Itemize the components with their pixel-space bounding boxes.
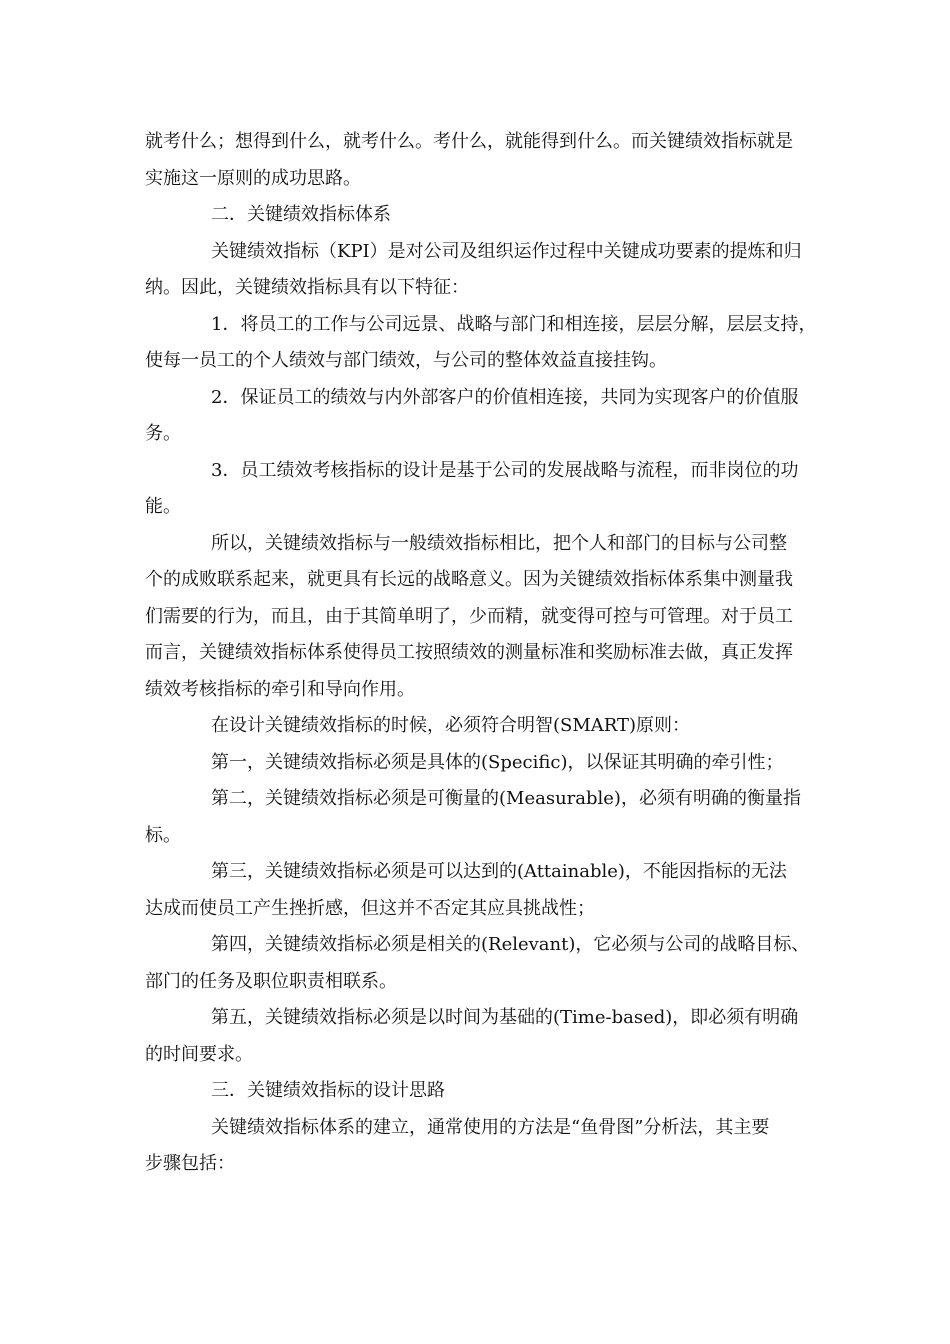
text-line: 第一，关键绩效指标必须是具体的(Specific)，以保证其明确的牵引性； <box>211 751 784 773</box>
text-line: 第三，关键绩效指标必须是可以达到的(Attainable)，不能因指标的无法 <box>211 861 787 882</box>
text-line: 能。 <box>145 496 181 517</box>
text-line: 实施这一原则的成功思路。 <box>145 167 361 189</box>
list-item-line: 1．将员工的工作与公司远景、战略与部门和相连接，层层分解，层层支持， <box>211 313 817 335</box>
text-line: 第二，关键绩效指标必须是可衡量的(Measurable)，必须有明确的衡量指 <box>211 788 801 809</box>
text-line: 第四，关键绩效指标必须是相关的(Relevant)，它必须与公司的战略目标、 <box>211 934 810 955</box>
section-heading: 三．关键绩效指标的设计思路 <box>211 1080 445 1101</box>
text-line: 务。 <box>145 423 181 444</box>
text-line: 纳。因此，关键绩效指标具有以下特征： <box>145 277 469 298</box>
document-page <box>145 124 845 1183</box>
text-line: 在设计关键绩效指标的时候，必须符合明智(SMART)原则： <box>211 715 691 736</box>
text-line: 达成而使员工产生挫折感，但这并不否定其应具挑战性； <box>145 897 595 919</box>
text-line: 第五，关键绩效指标必须是以时间为基础的(Time-based)，即必须有明确 <box>211 1007 799 1028</box>
text-line: 使每一员工的个人绩效与部门绩效，与公司的整体效益直接挂钩。 <box>145 350 667 371</box>
text-line: 关键绩效指标（KPI）是对公司及组织运作过程中关键成功要素的提炼和归 <box>211 240 802 262</box>
text-line: 们需要的行为，而且，由于其简单明了，少而精，就变得可控与可管理。对于员工 <box>145 605 793 627</box>
section-heading: 二．关键绩效指标体系 <box>211 204 391 225</box>
text-line: 绩效考核指标的牵引和导向作用。 <box>145 678 415 700</box>
text-line: 的时间要求。 <box>145 1043 253 1065</box>
text-line: 关键绩效指标体系的建立，通常使用的方法是“鱼骨图”分析法，其主要 <box>211 1116 770 1138</box>
text-line: 步骤包括： <box>145 1153 235 1174</box>
text-line: 标。 <box>145 824 181 846</box>
text-line: 所以，关键绩效指标与一般绩效指标相比，把个人和部门的目标与公司整 <box>211 532 787 554</box>
list-item-line: 2．保证员工的绩效与内外部客户的价值相连接，共同为实现客户的价值服 <box>211 386 799 408</box>
text-line: 而言，关键绩效指标体系使得员工按照绩效的测量标准和奖励标准去做，真正发挥 <box>145 642 793 663</box>
text-line: 个的成败联系起来，就更具有长远的战略意义。因为关键绩效指标体系集中测量我 <box>145 569 793 590</box>
list-item-line: 3．员工绩效考核指标的设计是基于公司的发展战略与流程，而非岗位的功 <box>211 459 799 481</box>
text-line: 就考什么；想得到什么，就考什么。考什么，就能得到什么。而关键绩效指标就是 <box>145 131 793 152</box>
text-line: 部门的任务及职位职责相联系。 <box>145 970 397 992</box>
